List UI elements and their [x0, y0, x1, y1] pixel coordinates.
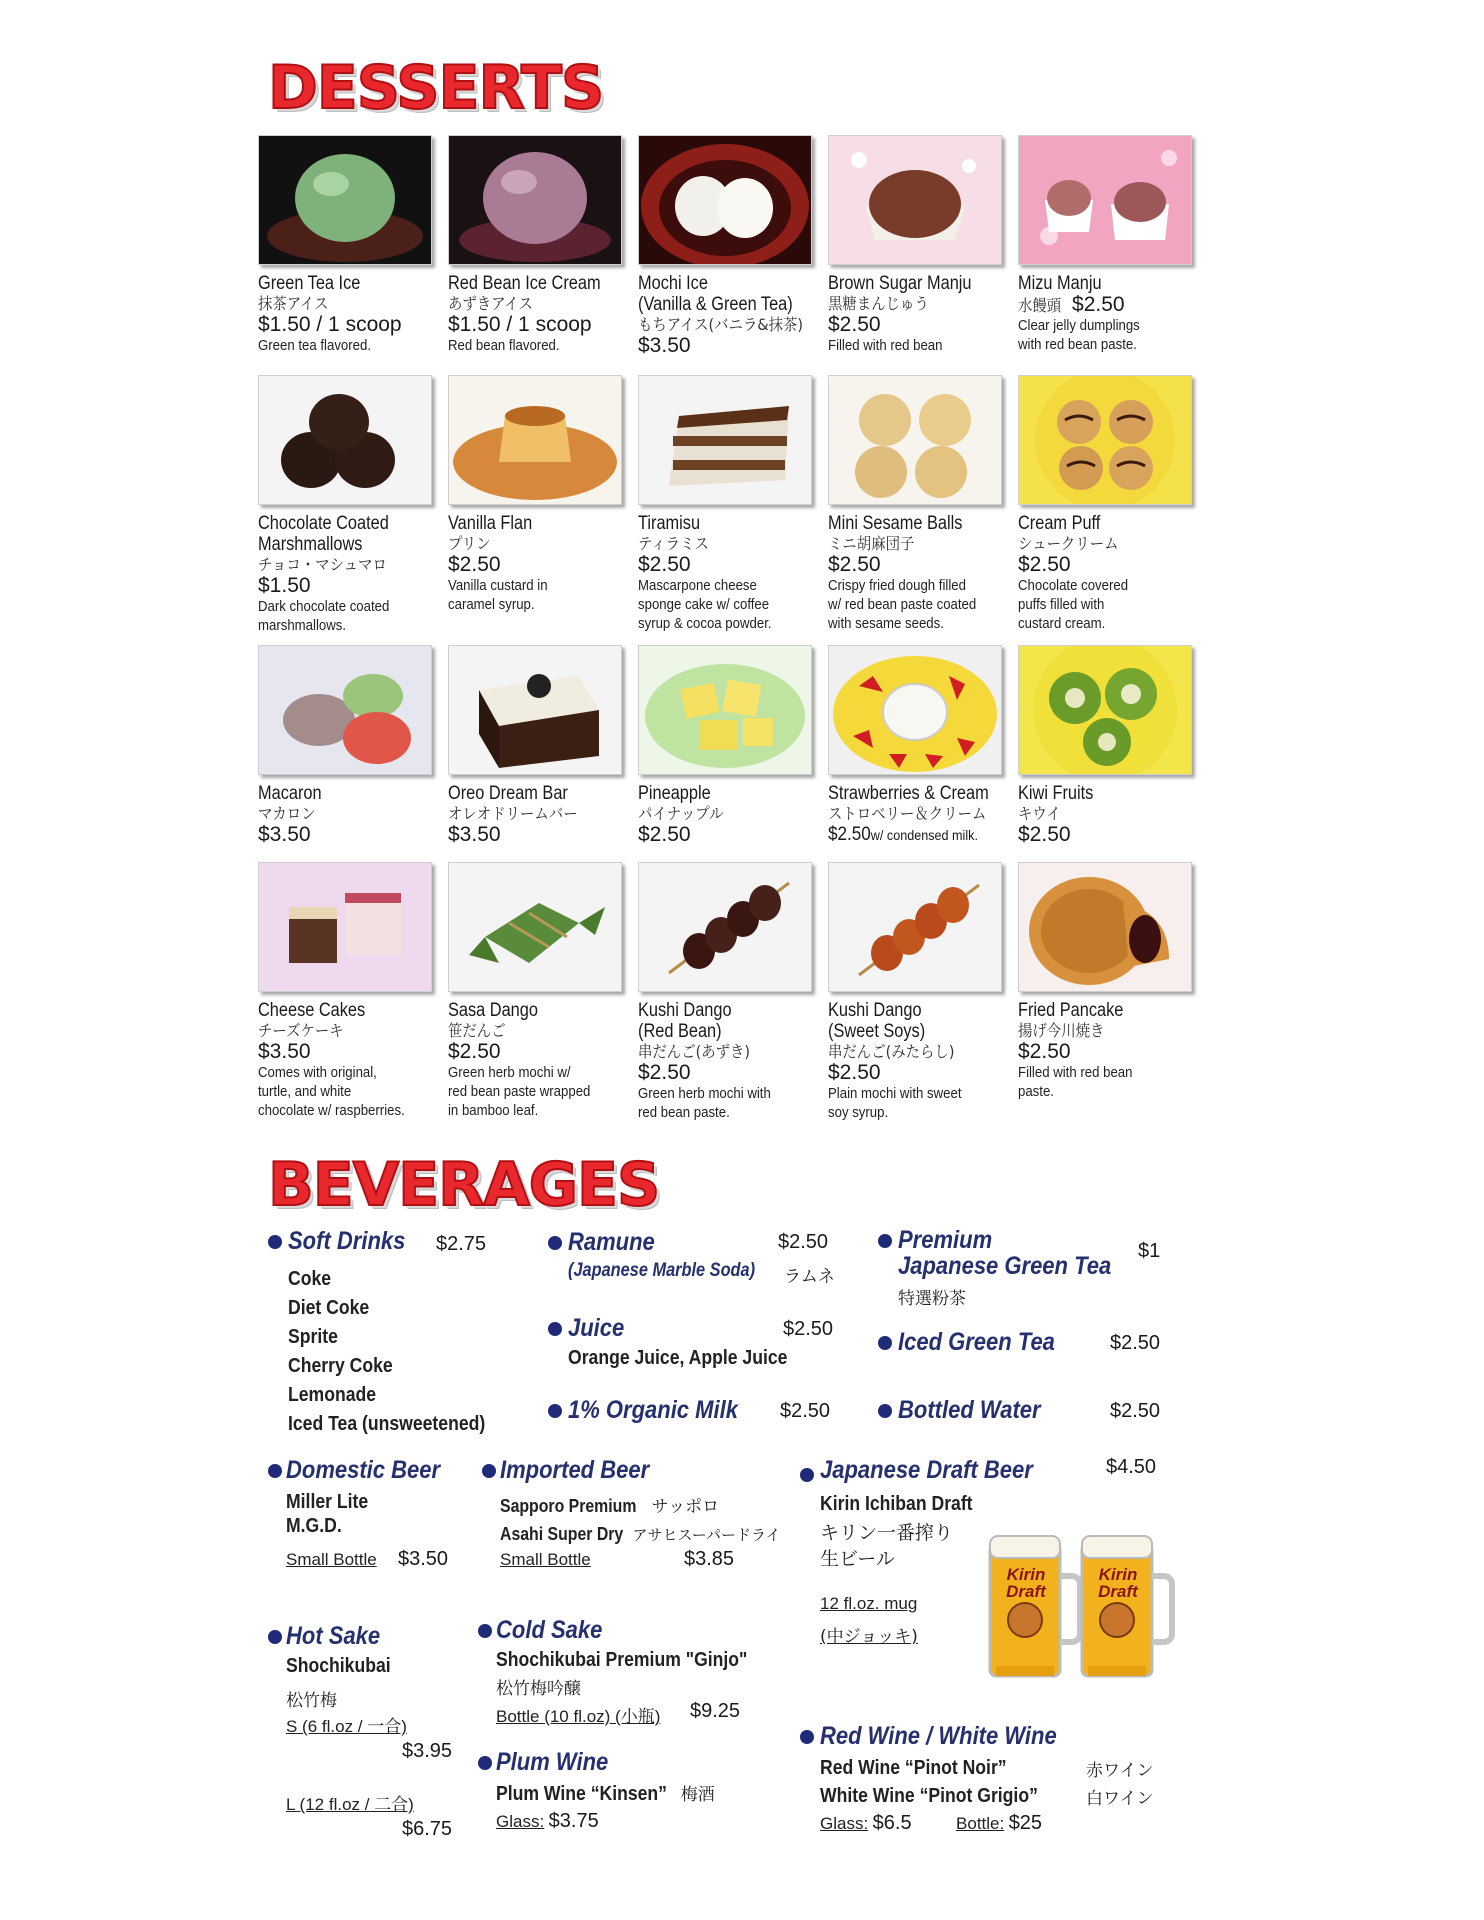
- dessert-photo: [828, 645, 1002, 775]
- menu-item: Coke: [288, 1268, 332, 1290]
- dessert-photo: [1018, 375, 1192, 505]
- menu-item: Iced Tea (unsweetened): [288, 1413, 486, 1435]
- dessert-price: $2.50: [448, 1040, 501, 1063]
- ramune-jp: ラムネ: [784, 1267, 835, 1287]
- bullet-icon: [482, 1464, 496, 1478]
- dessert-description: marshmallows.: [258, 617, 347, 634]
- bullet-icon: [800, 1730, 814, 1744]
- dessert-price: $2.50: [638, 1061, 691, 1084]
- bullet-icon: [478, 1756, 492, 1770]
- dessert-name-line2: Marshmallows: [258, 534, 363, 555]
- dessert-description: Mascarpone cheese: [638, 577, 757, 594]
- dessert-price: $2.50: [1018, 823, 1071, 846]
- dessert-description: Vanilla custard in: [448, 577, 548, 594]
- dessert-photo: [1018, 862, 1192, 992]
- cold-sake-jp: 松竹梅吟醸: [496, 1679, 581, 1699]
- item-en: Plum Wine “Kinsen”: [496, 1783, 667, 1805]
- hot-sake-small: S (6 fl.oz / 一合): [286, 1717, 407, 1736]
- dessert-photo: [828, 862, 1002, 992]
- dessert-item: [1018, 645, 1206, 846]
- dessert-photo: [258, 862, 432, 992]
- imported-beer-size: Small Bottle: [500, 1550, 591, 1569]
- dessert-description: custard cream.: [1018, 615, 1106, 632]
- dessert-jp: ミニ胡麻団子: [828, 534, 915, 553]
- dessert-price: $2.50: [828, 553, 881, 576]
- dessert-price: $3.50: [448, 823, 501, 846]
- bullet-icon: [548, 1236, 562, 1250]
- dessert-photo: [258, 135, 432, 265]
- dessert-name: Pineapple: [638, 783, 711, 804]
- dessert-description: red bean paste wrapped: [448, 1083, 591, 1100]
- bottle-label: Bottle:: [956, 1814, 1005, 1833]
- domestic-beer-size: Small Bottle: [286, 1550, 377, 1569]
- dessert-jp: 抹茶アイス: [258, 294, 329, 313]
- bottle-price: $25: [1008, 1812, 1043, 1834]
- iced-green-tea-price: $2.50: [1110, 1332, 1161, 1354]
- dessert-name: Macaron: [258, 783, 322, 804]
- bullet-icon: [268, 1630, 282, 1644]
- beer-mugs-image: [988, 1534, 1184, 1684]
- mug-label: Kirin Draft: [1006, 1565, 1046, 1601]
- dessert-photo: [258, 645, 432, 775]
- draft-beer-jp2: 生ビール: [820, 1548, 895, 1570]
- plum-wine-price-row: [496, 1810, 599, 1833]
- dessert-description: Plain mochi with sweet: [828, 1085, 962, 1102]
- dessert-description: Green herb mochi with: [638, 1085, 771, 1102]
- bullet-icon: [878, 1336, 892, 1350]
- dessert-name: Tiramisu: [638, 513, 701, 534]
- dessert-name-line2: (Vanilla & Green Tea): [638, 294, 793, 315]
- dessert-jp: もちアイス(バニラ&抹茶): [638, 315, 804, 334]
- domestic-beer-title: Domestic Beer: [286, 1456, 441, 1484]
- dessert-photo: [258, 375, 432, 505]
- hot-sake-large-price: $6.75: [402, 1818, 453, 1840]
- dessert-price: $2.50: [448, 553, 501, 576]
- dessert-description: Dark chocolate coated: [258, 598, 390, 615]
- beer-mug-icon: [988, 1534, 1184, 1684]
- dessert-name: Mochi Ice: [638, 273, 708, 294]
- bottled-water-title: Bottled Water: [898, 1396, 1041, 1424]
- dessert-photo: [1018, 645, 1192, 775]
- dessert-price: $1.50 / 1 scoop: [258, 313, 402, 336]
- dessert-item: [448, 135, 636, 355]
- dessert-jp: パイナップル: [638, 804, 724, 823]
- ramune-title: Ramune: [568, 1228, 655, 1256]
- bullet-icon: [548, 1404, 562, 1418]
- cold-sake-size: Bottle (10 fl.oz) (小瓶): [496, 1707, 661, 1726]
- dessert-jp: マカロン: [258, 804, 316, 823]
- milk-title: 1% Organic Milk: [568, 1396, 738, 1424]
- bullet-icon: [478, 1624, 492, 1638]
- soft-drinks-list: [288, 1265, 512, 1439]
- green-tea-price: $1: [1138, 1240, 1161, 1262]
- red-wine-item: Red Wine “Pinot Noir”: [820, 1757, 1007, 1779]
- dessert-jp: 水饅頭: [1018, 296, 1062, 315]
- dessert-photo: [638, 135, 812, 265]
- dessert-description: with red bean paste.: [1018, 336, 1137, 353]
- dessert-item: [1018, 862, 1206, 1101]
- red-wine-jp: 赤ワイン: [1086, 1761, 1154, 1781]
- dessert-name: Green Tea Ice: [258, 273, 361, 294]
- dessert-photo: [638, 375, 812, 505]
- draft-beer-price: $4.50: [1106, 1456, 1157, 1478]
- hot-sake-large: L (12 fl.oz / 二合): [286, 1795, 414, 1814]
- dessert-photo: [1018, 135, 1192, 265]
- menu-item: M.G.D.: [286, 1515, 342, 1537]
- dessert-description: in bamboo leaf.: [448, 1102, 539, 1119]
- hot-sake-title: Hot Sake: [286, 1622, 381, 1650]
- bullet-icon: [878, 1404, 892, 1418]
- ramune-subtitle: (Japanese Marble Soda): [568, 1260, 756, 1281]
- dessert-description: chocolate w/ raspberries.: [258, 1102, 405, 1119]
- dessert-description: Clear jelly dumplings: [1018, 317, 1140, 334]
- white-wine-jp: 白ワイン: [1086, 1789, 1154, 1809]
- item-en: Asahi Super Dry: [500, 1524, 624, 1544]
- soft-drinks-price: $2.75: [436, 1233, 487, 1255]
- dessert-item: [638, 862, 826, 1122]
- ramune-price: $2.50: [778, 1231, 829, 1253]
- plum-wine-price: $3.75: [548, 1810, 599, 1832]
- dessert-price: $3.50: [638, 334, 691, 357]
- dessert-item: [258, 862, 446, 1120]
- dessert-item: [1018, 375, 1206, 633]
- dessert-item: [638, 375, 826, 633]
- wine-title: Red Wine / White Wine: [820, 1722, 1057, 1750]
- dessert-jp: チョコ・マシュマロ: [258, 555, 387, 574]
- menu-item: Diet Coke: [288, 1297, 370, 1319]
- item-jp: 梅酒: [680, 1785, 715, 1805]
- dessert-jp: キウイ: [1018, 804, 1061, 823]
- dessert-jp: ティラミス: [638, 534, 709, 553]
- dessert-price: $2.50: [1018, 1040, 1071, 1063]
- dessert-jp: 串だんご(みたらし): [828, 1042, 955, 1061]
- mug-label: Kirin Draft: [1098, 1565, 1138, 1601]
- dessert-description: Chocolate covered: [1018, 577, 1129, 594]
- dessert-name: Fried Pancake: [1018, 1000, 1124, 1021]
- glass-label: Glass:: [820, 1814, 869, 1833]
- bullet-icon: [548, 1322, 562, 1336]
- dessert-name: Chocolate Coated: [258, 513, 389, 534]
- bullet-icon: [268, 1464, 282, 1478]
- hot-sake-small-price: $3.95: [402, 1740, 453, 1762]
- dessert-item: [828, 645, 1016, 846]
- domestic-beer-price: $3.50: [398, 1548, 449, 1570]
- hot-sake-jp: 松竹梅: [286, 1691, 337, 1711]
- dessert-description: Crispy fried dough filled: [828, 577, 966, 594]
- imported-beer-item: [500, 1492, 719, 1521]
- dessert-photo: [638, 645, 812, 775]
- dessert-item: [258, 645, 446, 846]
- dessert-photo: [828, 135, 1002, 265]
- dessert-name: Vanilla Flan: [448, 513, 533, 534]
- dessert-photo: [638, 862, 812, 992]
- imported-beer-title: Imported Beer: [500, 1456, 650, 1484]
- dessert-description: puffs filled with: [1018, 596, 1105, 613]
- dessert-description: caramel syrup.: [448, 596, 535, 613]
- dessert-price: $1.50 / 1 scoop: [448, 313, 592, 336]
- dessert-price: $2.50: [828, 1061, 881, 1084]
- dessert-description: sponge cake w/ coffee: [638, 596, 770, 613]
- dessert-description: turtle, and white: [258, 1083, 352, 1100]
- dessert-item: [638, 645, 826, 846]
- green-tea-title-line2: Japanese Green Tea: [898, 1252, 1112, 1280]
- glass-price: $6.5: [872, 1812, 912, 1834]
- cold-sake-price: $9.25: [690, 1700, 741, 1722]
- dessert-item: [448, 862, 636, 1120]
- dessert-description: Filled with red bean: [1018, 1064, 1133, 1081]
- draft-beer-size: 12 fl.oz. mug: [820, 1594, 918, 1613]
- bottled-water-price: $2.50: [1110, 1400, 1161, 1422]
- dessert-jp: プリン: [448, 534, 491, 553]
- dessert-price: $3.50: [258, 1040, 311, 1063]
- milk-price: $2.50: [780, 1400, 831, 1422]
- dessert-description: Red bean flavored.: [448, 337, 560, 354]
- juice-items: Orange Juice, Apple Juice: [568, 1347, 788, 1369]
- draft-beer-title: Japanese Draft Beer: [820, 1456, 1033, 1484]
- dessert-description: with sesame seeds.: [828, 615, 944, 632]
- dessert-item: [828, 135, 1016, 355]
- juice-price: $2.50: [783, 1318, 834, 1340]
- cold-sake-title: Cold Sake: [496, 1616, 603, 1644]
- dessert-item: [258, 135, 446, 355]
- item-jp: サッポロ: [651, 1497, 720, 1517]
- dessert-jp: ストロベリー＆クリーム: [828, 804, 987, 823]
- plum-wine-item: [496, 1780, 715, 1809]
- dessert-description: syrup & cocoa powder.: [638, 615, 772, 632]
- juice-title: Juice: [568, 1314, 625, 1342]
- dessert-item: [448, 645, 636, 846]
- dessert-item: [258, 375, 446, 635]
- item-en: Sapporo Premium: [500, 1496, 637, 1516]
- green-tea-title-line1: Premium: [898, 1226, 993, 1254]
- dessert-name: Kushi Dango: [638, 1000, 732, 1021]
- dessert-name: Brown Sugar Manju: [828, 273, 972, 294]
- dessert-price: $3.50: [258, 823, 311, 846]
- hot-sake-item: Shochikubai: [286, 1655, 391, 1677]
- bullet-icon: [268, 1235, 282, 1249]
- iced-green-tea-title: Iced Green Tea: [898, 1328, 1055, 1356]
- dessert-description: w/ red bean paste coated: [828, 596, 977, 613]
- dessert-name: Oreo Dream Bar: [448, 783, 568, 804]
- wine-price-row: [820, 1812, 1042, 1835]
- dessert-name: Cream Puff: [1018, 513, 1101, 534]
- dessert-name: Mini Sesame Balls: [828, 513, 963, 534]
- dessert-name: Kiwi Fruits: [1018, 783, 1094, 804]
- dessert-item: [828, 375, 1016, 633]
- dessert-photo: [448, 862, 622, 992]
- dessert-jp: チーズケーキ: [258, 1021, 344, 1040]
- dessert-price: $2.50: [828, 313, 881, 336]
- menu-item: Sprite: [288, 1326, 338, 1348]
- dessert-jp: オレオドリームバー: [448, 804, 578, 823]
- dessert-price-note: w/ condensed milk.: [870, 827, 978, 843]
- dessert-photo: [448, 375, 622, 505]
- dessert-description: Filled with red bean: [828, 337, 943, 354]
- dessert-jp: 笹だんご: [448, 1021, 506, 1040]
- dessert-jp-price-row: [1018, 294, 1206, 316]
- dessert-price: $2.50: [1072, 293, 1125, 316]
- menu-item: Miller Lite: [286, 1491, 369, 1513]
- dessert-item: [828, 862, 1016, 1122]
- dessert-price: $2.50: [1018, 553, 1071, 576]
- dessert-price: $2.50w/ condensed milk.: [828, 824, 978, 845]
- dessert-photo: [448, 645, 622, 775]
- cold-sake-item: Shochikubai Premium "Ginjo": [496, 1649, 748, 1671]
- dessert-photo: [448, 135, 622, 265]
- dessert-item: [448, 375, 636, 614]
- menu-item: Lemonade: [288, 1384, 377, 1406]
- glass-label: Glass:: [496, 1812, 545, 1831]
- dessert-name-line2: (Red Bean): [638, 1021, 722, 1042]
- green-tea-jp: 特選粉茶: [898, 1289, 966, 1309]
- dessert-photo: [828, 375, 1002, 505]
- dessert-jp: 黒糖まんじゅう: [828, 294, 929, 313]
- dessert-jp: あずきアイス: [448, 294, 533, 313]
- dessert-description: red bean paste.: [638, 1104, 730, 1121]
- dessert-name: Kushi Dango: [828, 1000, 922, 1021]
- dessert-item: [1018, 135, 1206, 354]
- bullet-icon: [800, 1468, 814, 1482]
- draft-beer-size-jp: (中ジョッキ): [820, 1627, 918, 1647]
- dessert-description: Green herb mochi w/: [448, 1064, 571, 1081]
- dessert-jp: シュークリーム: [1018, 534, 1119, 553]
- item-jp: アサヒスーパードライ: [632, 1526, 781, 1544]
- dessert-name-line2: (Sweet Soys): [828, 1021, 926, 1042]
- beverages-title: BEVERAGES: [268, 1150, 660, 1220]
- imported-beer-item: [500, 1520, 781, 1549]
- desserts-title: DESSERTS: [268, 53, 604, 123]
- dessert-name: Cheese Cakes: [258, 1000, 366, 1021]
- dessert-name: Mizu Manju: [1018, 273, 1102, 294]
- draft-beer-jp1: キリン一番搾り: [820, 1522, 954, 1544]
- imported-beer-price: $3.85: [684, 1548, 735, 1570]
- draft-beer-item: Kirin Ichiban Draft: [820, 1493, 973, 1515]
- dessert-name: Red Bean Ice Cream: [448, 273, 601, 294]
- dessert-jp: 串だんご(あずき): [638, 1042, 751, 1061]
- dessert-name: Strawberries & Cream: [828, 783, 989, 804]
- dessert-price: $1.50: [258, 574, 311, 597]
- dessert-description: soy syrup.: [828, 1104, 889, 1121]
- dessert-name: Sasa Dango: [448, 1000, 538, 1021]
- white-wine-item: White Wine “Pinot Grigio”: [820, 1785, 1038, 1807]
- soft-drinks-title: Soft Drinks: [288, 1227, 406, 1255]
- plum-wine-title: Plum Wine: [496, 1748, 609, 1776]
- dessert-price: $2.50: [638, 553, 691, 576]
- dessert-description: Green tea flavored.: [258, 337, 372, 354]
- dessert-description: paste.: [1018, 1083, 1054, 1100]
- menu-item: Cherry Coke: [288, 1355, 393, 1377]
- dessert-price: $2.50: [638, 823, 691, 846]
- dessert-jp: 揚げ今川焼き: [1018, 1021, 1105, 1040]
- dessert-item: [638, 135, 826, 357]
- bullet-icon: [878, 1234, 892, 1248]
- dessert-description: Comes with original,: [258, 1064, 377, 1081]
